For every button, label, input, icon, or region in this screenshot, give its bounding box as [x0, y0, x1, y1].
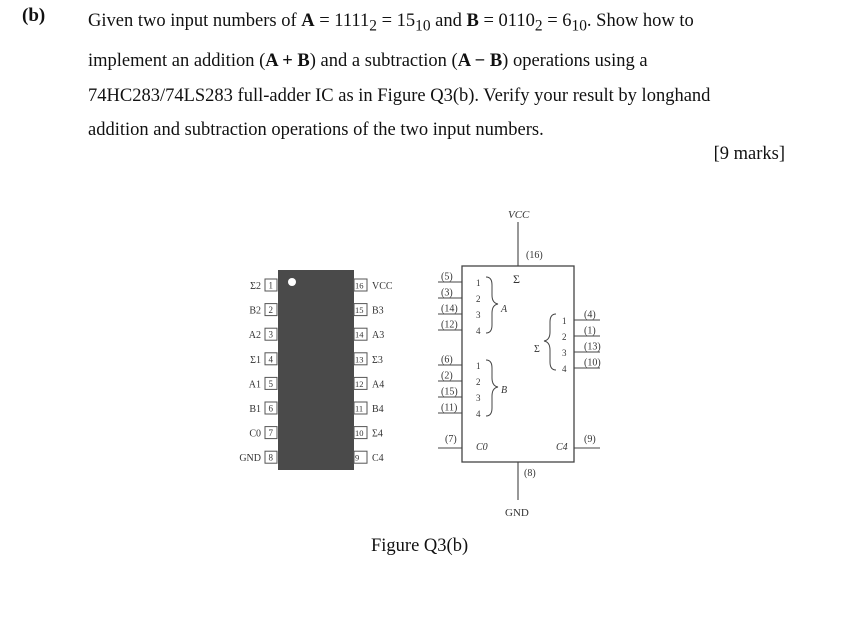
- question-line-4: addition and subtraction operations of the two input numbers.: [88, 120, 544, 141]
- pin-number: 13: [355, 354, 364, 365]
- input-pin-number: (5): [441, 271, 453, 283]
- pin-label: B4: [372, 404, 384, 415]
- pin-number: 5: [268, 378, 273, 389]
- logic-symbol: [438, 209, 601, 519]
- question-line-2: implement an addition (A + B) and a subtraction (A − B) operations using a: [88, 51, 648, 72]
- input-pin-number: (6): [441, 354, 453, 366]
- input-pin-number: (15): [441, 386, 458, 398]
- chip-right-pin-13: [354, 353, 383, 366]
- pin-number: 14: [355, 329, 364, 340]
- pin1-dot: [288, 278, 296, 286]
- pin-label: C4: [372, 453, 384, 465]
- input-bit-number: 2: [476, 294, 481, 304]
- pin-label: A1: [248, 379, 261, 391]
- chip-right-pin-12: [354, 377, 384, 390]
- pin-label: GND: [239, 453, 261, 465]
- pin-number: 2: [268, 305, 273, 316]
- chip-left-pin-7: [249, 427, 277, 440]
- vcc-pin-number: (16): [526, 250, 543, 261]
- pin-label: Σ2: [250, 281, 261, 292]
- output-pin-number: (1): [584, 325, 596, 337]
- chip-left-pin-8: [239, 451, 277, 464]
- output-bit-number: 4: [562, 364, 567, 374]
- pin-label: A4: [372, 379, 385, 391]
- chip-right-pin-11: [354, 402, 384, 415]
- input-pin-number: (3): [441, 287, 453, 299]
- pin-label: VCC: [372, 281, 393, 292]
- pin-number: 7: [268, 428, 273, 439]
- pin-number: 6: [268, 403, 273, 414]
- output-pin-number: (10): [584, 357, 601, 369]
- chip-pinout: [239, 270, 393, 470]
- pin-label: C0: [249, 428, 261, 440]
- pin-number: 11: [355, 403, 364, 414]
- b-group-label: B: [501, 385, 508, 396]
- output-bit-number: 1: [562, 316, 567, 326]
- chip-body: [278, 270, 354, 470]
- sum-group-label: Σ: [534, 344, 540, 355]
- pin-label: A3: [372, 330, 385, 342]
- question-line-1: Given two input numbers of $A = 1111_2 = 15_{10}$ and $B = 0110_2 = 6_{10}$. Show how to: [88, 11, 694, 35]
- pin-number: 1: [268, 280, 273, 291]
- chip-right-pin-9: [354, 451, 384, 464]
- pin-number: 10: [355, 428, 364, 439]
- sigma-top-label: Σ: [513, 272, 520, 286]
- c4-label: C4: [556, 442, 568, 453]
- chip-left-pin-2: [249, 304, 277, 317]
- input-pin-number: (2): [441, 370, 453, 382]
- input-bit-number: 4: [476, 409, 481, 419]
- input-bit-number: 1: [476, 361, 481, 371]
- a-group-label: A: [501, 304, 508, 315]
- vcc-label: VCC: [508, 209, 530, 221]
- input-pin-number: (11): [441, 402, 458, 414]
- input-bit-number: 1: [476, 278, 481, 288]
- output-pin-number: (4): [584, 309, 596, 321]
- input-bit-number: 4: [476, 326, 481, 336]
- chip-right-pin-15: [354, 304, 384, 317]
- output-bit-number: 3: [562, 348, 567, 358]
- pin-label: Σ4: [372, 428, 383, 440]
- chip-left-pin-4: [250, 353, 277, 366]
- input-pin-number: (12): [441, 319, 458, 331]
- input-bit-number: 3: [476, 310, 481, 320]
- gnd-pin-number: (8): [524, 468, 536, 479]
- c4-pin-number: (9): [584, 434, 596, 445]
- gnd-label: GND: [505, 507, 529, 519]
- input-bit-number: 2: [476, 377, 481, 387]
- chip-right-pin-16: [354, 279, 393, 292]
- chip-left-pin-6: [249, 402, 277, 415]
- pin-label: B2: [249, 305, 261, 317]
- figure-caption: Figure Q3(b): [371, 536, 469, 556]
- pin-label: Σ3: [372, 354, 383, 366]
- pin-number: 12: [355, 378, 364, 389]
- chip-left-pin-3: [249, 328, 277, 341]
- pin-label: B3: [372, 305, 384, 317]
- pin-label: A2: [248, 330, 261, 342]
- marks-label: [9 marks]: [713, 144, 785, 164]
- pin-number: 3: [268, 329, 273, 340]
- chip-left-pin-5: [249, 377, 277, 390]
- pin-number: 15: [355, 305, 364, 316]
- output-bit-number: 2: [562, 332, 567, 342]
- pin-label: B1: [249, 404, 261, 415]
- pin-number: 16: [355, 280, 364, 291]
- question-label: (b): [22, 5, 46, 26]
- c0-label: C0: [476, 442, 488, 453]
- pin-number: 9: [355, 452, 360, 463]
- pin-label: Σ1: [250, 354, 261, 366]
- pin-number: 4: [268, 354, 273, 365]
- pin-number: 8: [268, 452, 273, 463]
- c0-pin-number: (7): [445, 434, 457, 445]
- chip-left-pin-1: [250, 279, 277, 292]
- input-pin-number: (14): [441, 303, 458, 315]
- chip-right-pin-14: [354, 328, 384, 341]
- output-pin-number: (13): [584, 341, 601, 353]
- chip-right-pin-10: [354, 427, 383, 440]
- question-line-3: 74HC283/74LS283 full-adder IC as in Figure Q3(b). Verify your result by longhand: [88, 85, 711, 106]
- input-bit-number: 3: [476, 393, 481, 403]
